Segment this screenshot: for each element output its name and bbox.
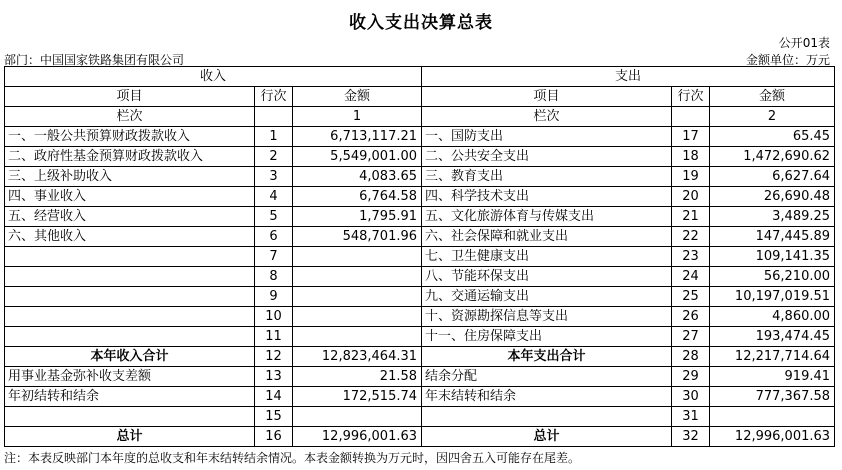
footnote: 注：本表反映部门本年度的总收支和年末结转结余情况。本表金额转换为万元时，因四舍五入可能存在尾差。 [4,451,581,465]
expense-amount-cell: 12,217,714.64 [710,347,835,367]
expense-item-cell: 结余分配 [422,367,672,387]
expense-item-cell: 三、教育支出 [422,167,672,187]
expense-amount-cell: 109,141.35 [710,247,835,267]
expense-row-no-cell: 24 [672,267,710,287]
table-row [5,167,835,187]
expense-amount-cell: 12,996,001.63 [710,427,835,447]
income-expense-table [4,66,835,447]
expense-row-no-header: 行次 [672,87,710,107]
income-item-cell: 本年收入合计 [5,347,255,367]
expense-amount-cell: 3,489.25 [710,207,835,227]
expense-column-label: 栏次 [422,107,672,127]
income-row-no-cell: 1 [255,127,293,147]
income-amount-cell: 21.58 [293,367,422,387]
expense-row-no-cell: 17 [672,127,710,147]
income-row-no-cell: 2 [255,147,293,167]
expense-item-cell: 五、文化旅游体育与传媒支出 [422,207,672,227]
expense-row-no-cell: 19 [672,167,710,187]
income-item-cell: 总计 [5,427,255,447]
income-item-cell: 用事业基金弥补收支差额 [5,367,255,387]
expense-item-cell: 六、社会保障和就业支出 [422,227,672,247]
table-row [5,287,835,307]
income-row-no-cell: 16 [255,427,293,447]
income-amount-cell: 1,795.91 [293,207,422,227]
income-item-cell: 二、政府性基金预算财政拨款收入 [5,147,255,167]
income-amount-cell: 172,515.74 [293,387,422,407]
income-column-index-blank [255,107,293,127]
expense-item-cell: 七、卫生健康支出 [422,247,672,267]
expense-row-no-cell: 27 [672,327,710,347]
expense-amount-cell: 777,367.58 [710,387,835,407]
income-amount-cell: 6,713,117.21 [293,127,422,147]
table-row [5,127,835,147]
expense-amount-cell [710,407,835,427]
total-row [5,427,835,447]
expense-amount-cell: 4,860.00 [710,307,835,327]
income-row-no-cell: 5 [255,207,293,227]
expense-item-cell: 八、节能环保支出 [422,267,672,287]
expense-row-no-cell: 18 [672,147,710,167]
table-row [5,327,835,347]
income-row-no-cell: 12 [255,347,293,367]
expense-amount-header: 金额 [710,87,835,107]
expense-row-no-cell: 25 [672,287,710,307]
income-item-cell: 五、经营收入 [5,207,255,227]
expense-item-cell: 本年支出合计 [422,347,672,367]
income-item-cell [5,247,255,267]
expense-item-cell: 一、国防支出 [422,127,672,147]
table-row [5,247,835,267]
section-header-row [5,67,835,87]
expense-row-no-cell: 26 [672,307,710,327]
table-row [5,147,835,167]
income-amount-cell: 5,549,001.00 [293,147,422,167]
income-amount-cell: 6,764.58 [293,187,422,207]
table-row [5,207,835,227]
income-row-no-cell: 6 [255,227,293,247]
column-header-row [5,87,835,107]
table-row [5,387,835,407]
expense-item-cell: 九、交通运输支出 [422,287,672,307]
income-amount-cell [293,307,422,327]
expense-item-cell: 年末结转和结余 [422,387,672,407]
amount-unit-label: 金额单位：万元 [745,53,830,67]
income-item-cell: 六、其他收入 [5,227,255,247]
income-item-cell [5,287,255,307]
income-item-cell [5,407,255,427]
table-row [5,187,835,207]
income-item-cell: 一、一般公共预算财政拨款收入 [5,127,255,147]
expense-amount-cell: 193,474.45 [710,327,835,347]
form-number: 公开01表 [778,36,830,50]
income-item-cell: 四、事业收入 [5,187,255,207]
expense-row-no-cell: 22 [672,227,710,247]
income-row-no-cell: 15 [255,407,293,427]
expense-amount-cell: 26,690.48 [710,187,835,207]
expense-item-header: 项目 [422,87,672,107]
income-item-cell [5,327,255,347]
expense-row-no-cell: 31 [672,407,710,427]
income-row-no-cell: 14 [255,387,293,407]
income-column-label: 栏次 [5,107,255,127]
income-row-no-cell: 7 [255,247,293,267]
expense-row-no-cell: 30 [672,387,710,407]
income-amount-cell [293,327,422,347]
report-title: 收入支出决算总表 [349,13,493,33]
income-amount-cell: 4,083.65 [293,167,422,187]
expense-row-no-cell: 21 [672,207,710,227]
expense-column-index-blank [672,107,710,127]
expense-row-no-cell: 28 [672,347,710,367]
expense-item-cell: 十、资源勘探信息等支出 [422,307,672,327]
expense-item-cell: 二、公共安全支出 [422,147,672,167]
expense-item-cell: 四、科学技术支出 [422,187,672,207]
table-row [5,367,835,387]
expense-section-header: 支出 [422,67,835,87]
department-label: 部门：中国国家铁路集团有限公司 [4,53,185,67]
column-index-row [5,107,835,127]
table-row [5,407,835,427]
income-amount-cell [293,247,422,267]
income-item-header: 项目 [5,87,255,107]
income-amount-cell [293,267,422,287]
income-row-no-cell: 13 [255,367,293,387]
income-row-no-cell: 3 [255,167,293,187]
expense-row-no-cell: 20 [672,187,710,207]
income-section-header: 收入 [5,67,422,87]
table-body [5,127,835,447]
income-row-no-cell: 11 [255,327,293,347]
income-row-no-cell: 10 [255,307,293,327]
income-item-cell [5,267,255,287]
expense-amount-cell: 10,197,019.51 [710,287,835,307]
income-item-cell: 年初结转和结余 [5,387,255,407]
income-amount-cell: 548,701.96 [293,227,422,247]
expense-row-no-cell: 29 [672,367,710,387]
income-row-no-cell: 9 [255,287,293,307]
expense-amount-cell: 65.45 [710,127,835,147]
expense-item-cell: 十一、住房保障支出 [422,327,672,347]
income-amount-header: 金额 [293,87,422,107]
income-amount-cell [293,407,422,427]
income-amount-cell: 12,823,464.31 [293,347,422,367]
expense-row-no-cell: 32 [672,427,710,447]
expense-amount-cell: 1,472,690.62 [710,147,835,167]
expense-item-cell [422,407,672,427]
total-row [5,347,835,367]
expense-amount-cell: 919.41 [710,367,835,387]
table-row [5,307,835,327]
table-row [5,267,835,287]
expense-item-cell: 总计 [422,427,672,447]
expense-column-index: 2 [710,107,835,127]
income-amount-cell: 12,996,001.63 [293,427,422,447]
expense-amount-cell: 56,210.00 [710,267,835,287]
expense-row-no-cell: 23 [672,247,710,267]
income-item-cell [5,307,255,327]
income-row-no-header: 行次 [255,87,293,107]
expense-amount-cell: 147,445.89 [710,227,835,247]
income-item-cell: 三、上级补助收入 [5,167,255,187]
table-row [5,227,835,247]
expense-amount-cell: 6,627.64 [710,167,835,187]
income-row-no-cell: 4 [255,187,293,207]
income-row-no-cell: 8 [255,267,293,287]
income-amount-cell [293,287,422,307]
income-column-index: 1 [293,107,422,127]
